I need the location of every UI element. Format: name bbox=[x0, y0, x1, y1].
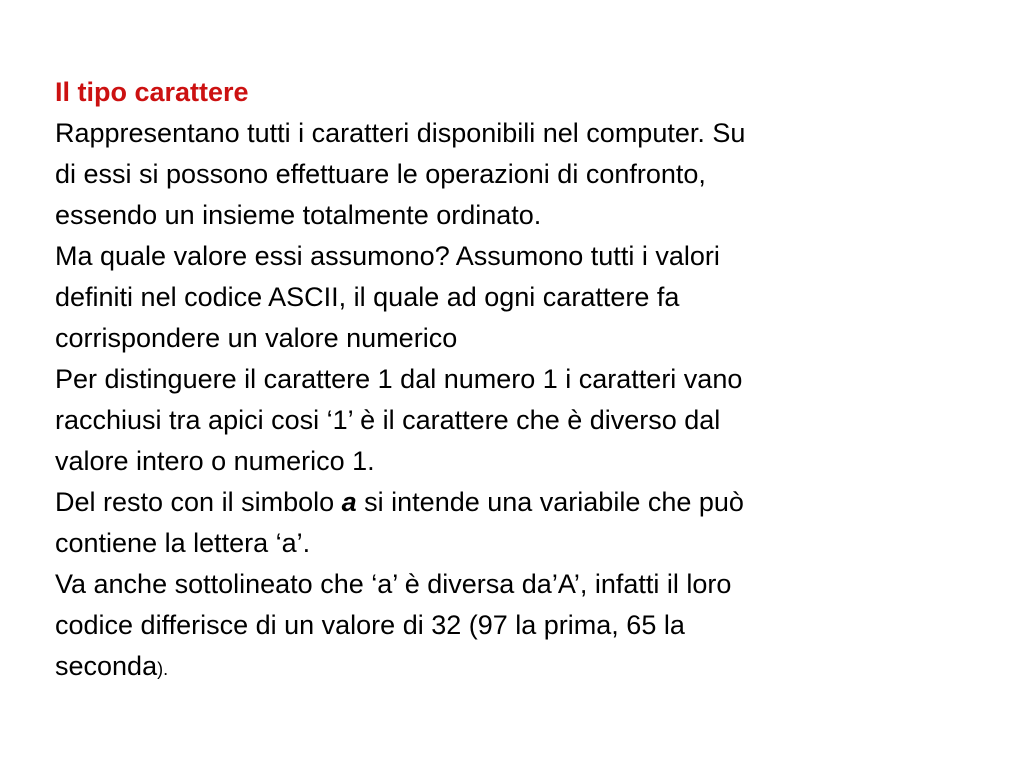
text-line-12: Va anche sottolineato che ‘a’ è diversa da’A’, infatti il loro bbox=[55, 569, 732, 599]
text-line-10-after: si intende una variabile che può bbox=[356, 487, 744, 517]
symbol-a: a bbox=[341, 487, 357, 517]
text-line-10 bbox=[55, 482, 955, 523]
text-line-14 bbox=[55, 646, 955, 690]
text-line-2: di essi si possono effettuare le operazioni di confronto, bbox=[55, 159, 706, 189]
text-line-9: valore intero o numerico 1. bbox=[55, 446, 375, 476]
slide-title: Il tipo carattere bbox=[55, 77, 249, 107]
text-line-14-tail: ). bbox=[157, 659, 169, 679]
text-line-4: Ma quale valore essi assumono? Assumono tutti i valori bbox=[55, 241, 720, 271]
text-line-11: contiene la lettera ‘a’. bbox=[55, 528, 311, 558]
slide-content bbox=[55, 72, 955, 690]
text-line-1: Rappresentano tutti i caratteri disponibili nel computer. Su bbox=[55, 118, 746, 148]
text-line-13: codice differisce di un valore di 32 (97 la prima, 65 la bbox=[55, 610, 685, 640]
text-line-14-main: seconda bbox=[55, 651, 158, 681]
text-line-3: essendo un insieme totalmente ordinato. bbox=[55, 200, 542, 230]
text-line-10-before: Del resto con il simbolo bbox=[55, 487, 342, 517]
text-line-7: Per distinguere il carattere 1 dal numero 1 i caratteri vano bbox=[55, 364, 743, 394]
text-line-8: racchiusi tra apici cosi ‘1’ è il carattere che è diverso dal bbox=[55, 405, 721, 435]
text-line-5: definiti nel codice ASCII, il quale ad ogni carattere fa bbox=[55, 282, 680, 312]
text-line-6: corrispondere un valore numerico bbox=[55, 323, 458, 353]
